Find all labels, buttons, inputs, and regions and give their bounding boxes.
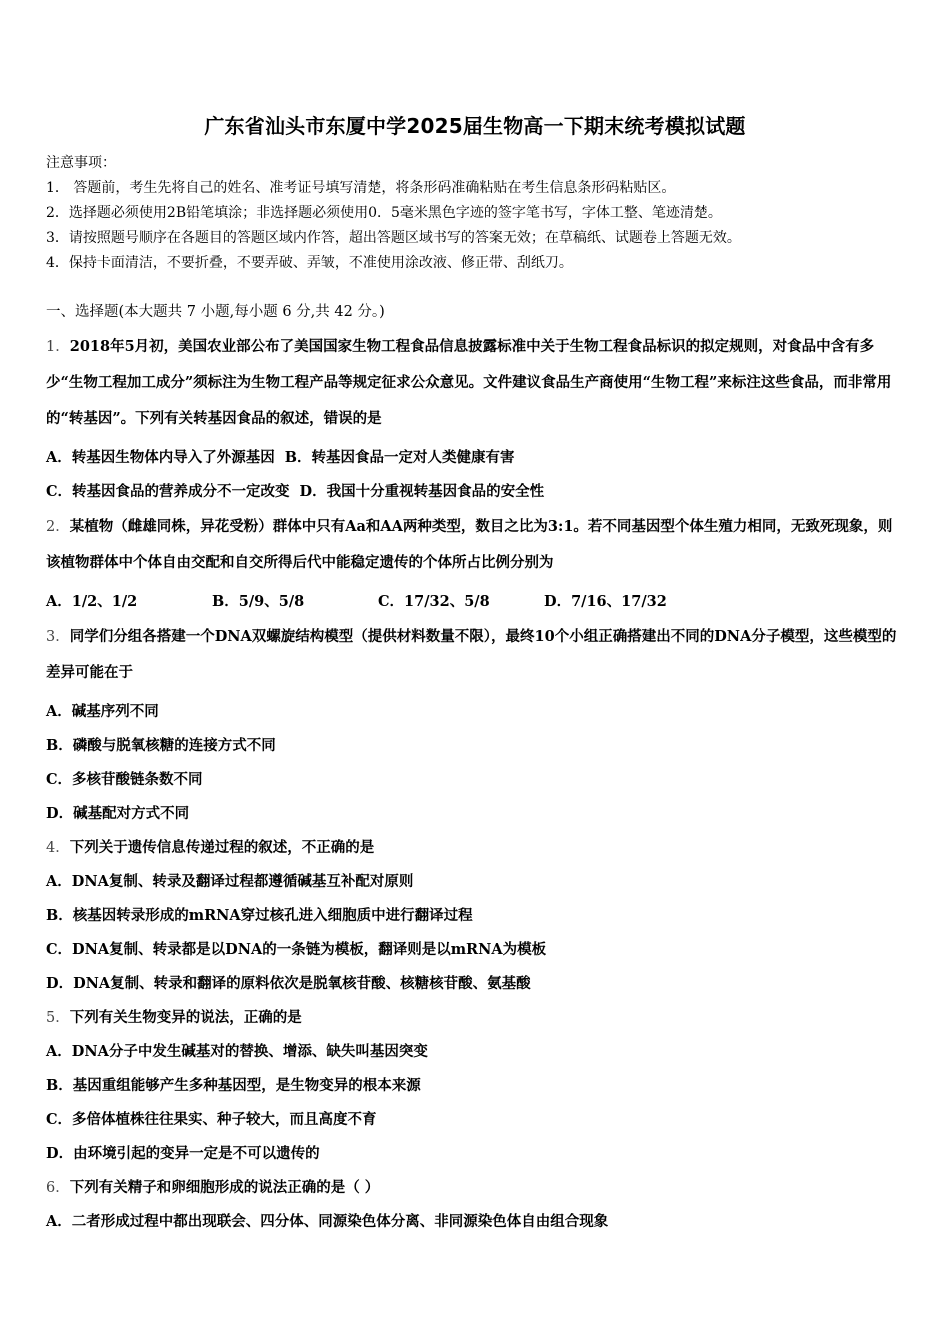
question-number: 6．	[46, 1180, 70, 1196]
notice-item: 1． 答题前，考生先将自己的姓名、准考证号填写清楚，将条形码准确粘贴在考生信息条形码粘贴区。	[46, 180, 676, 196]
option-c[interactable]: C．DNA复制、转录都是以DNA的一条链为模板，翻译则是以mRNA为模板	[46, 941, 547, 958]
question-4	[46, 835, 906, 861]
option-a[interactable]: A．DNA复制、转录及翻译过程都遵循碱基互补配对原则	[46, 873, 414, 890]
options-row	[46, 479, 906, 505]
section-heading: 一、选择题(本大题共 7 小题,每小题 6 分,共 42 分。)	[46, 304, 385, 320]
question-stem: 下列有关精子和卵细胞形成的说法正确的是（ ）	[69, 1179, 380, 1196]
question-6	[46, 1175, 906, 1201]
question-3	[46, 619, 906, 691]
option-b[interactable]: B．磷酸与脱氧核糖的连接方式不同	[46, 737, 276, 754]
option-a[interactable]: A．碱基序列不同	[46, 703, 159, 720]
option-c[interactable]: C．多核苷酸链条数不同	[46, 771, 203, 788]
option-c[interactable]: C．多倍体植株往往果实、种子较大，而且高度不育	[46, 1111, 377, 1128]
option-a[interactable]: A．转基因生物体内导入了外源基因	[46, 449, 275, 466]
notice-block	[46, 151, 906, 276]
notice-item: 3．请按照题号顺序在各题目的答题区域内作答，超出答题区域书写的答案无效；在草稿纸、试题卷上答题无效。	[46, 230, 741, 246]
notice-item: 4．保持卡面清洁，不要折叠，不要弄破、弄皱，不准使用涂改液、修正带、刮纸刀。	[46, 255, 573, 271]
question-stem: 同学们分组各搭建一个DNA双螺旋结构模型（提供材料数量不限），最终10个小组正确搭建出不同的DNA分子模型，这些模型的差异可能在于	[46, 628, 897, 681]
question-5	[46, 1005, 906, 1031]
option-b[interactable]: B．5/9、5/8	[212, 593, 305, 610]
notice-heading: 注意事项：	[46, 155, 116, 171]
option-b[interactable]: B．核基因转录形成的mRNA穿过核孔进入细胞质中进行翻译过程	[46, 907, 473, 924]
question-number: 3．	[46, 629, 70, 645]
question-stem: 下列有关生物变异的说法，正确的是	[69, 1009, 302, 1026]
question-number: 5．	[46, 1010, 70, 1026]
question-1	[46, 329, 906, 437]
options-row	[46, 445, 906, 471]
question-number: 4．	[46, 840, 70, 856]
option-d[interactable]: D．碱基配对方式不同	[46, 805, 190, 822]
option-b[interactable]: B．转基因食品一定对人类健康有害	[284, 449, 515, 466]
question-number: 2．	[46, 519, 70, 535]
option-a[interactable]: A．1/2、1/2	[46, 593, 138, 610]
option-d[interactable]: D．DNA复制、转录和翻译的原料依次是脱氧核苷酸、核糖核苷酸、氨基酸	[46, 975, 531, 992]
question-stem: 2018年5月初，美国农业部公布了美国国家生物工程食品信息披露标准中关于生物工程食品标识的拟定规则，对食品中含有多少“生物工程加工成分”须标注为生物工程产品等规定征求公众意见。文件建议食品生产商使用“生物工程”来标注这些食品，而非常用的“转基因”。下列有关转基因食品的叙述，错误的是	[46, 338, 892, 427]
question-2	[46, 509, 906, 581]
question-stem: 某植物（雌雄同株，异花受粉）群体中只有Aa和AA两种类型，数目之比为3:1。若不同基因型个体生殖力相同，无致死现象，则该植物群体中个体自由交配和自交所得后代中能稳定遗传的个体所占比例分别为	[46, 518, 893, 571]
exam-body	[46, 299, 906, 1235]
option-d[interactable]: D．7/16、17/32	[544, 593, 667, 610]
option-d[interactable]: D．由环境引起的变异一定是不可以遗传的	[46, 1145, 320, 1162]
option-b[interactable]: B．基因重组能够产生多种基因型，是生物变异的根本来源	[46, 1077, 421, 1094]
page-title: 广东省汕头市东厦中学2025届生物高一下期末统考模拟试题	[204, 114, 746, 138]
option-a[interactable]: A．二者形成过程中都出现联会、四分体、同源染色体分离、非同源染色体自由组合现象	[46, 1213, 609, 1230]
notice-item: 2．选择题必须使用2B铅笔填涂；非选择题必须使用0．5毫米黑色字迹的签字笔书写，字体工整、笔迹清楚。	[46, 205, 722, 221]
options-row	[46, 589, 906, 615]
option-c[interactable]: C．17/32、5/8	[378, 593, 490, 610]
question-stem: 下列关于遗传信息传递过程的叙述，不正确的是	[69, 839, 375, 856]
question-number: 1．	[46, 339, 70, 355]
option-d[interactable]: D．我国十分重视转基因食品的安全性	[299, 483, 545, 500]
option-a[interactable]: A．DNA分子中发生碱基对的替换、增添、缺失叫基因突变	[46, 1043, 428, 1060]
option-c[interactable]: C．转基因食品的营养成分不一定改变	[46, 483, 290, 500]
